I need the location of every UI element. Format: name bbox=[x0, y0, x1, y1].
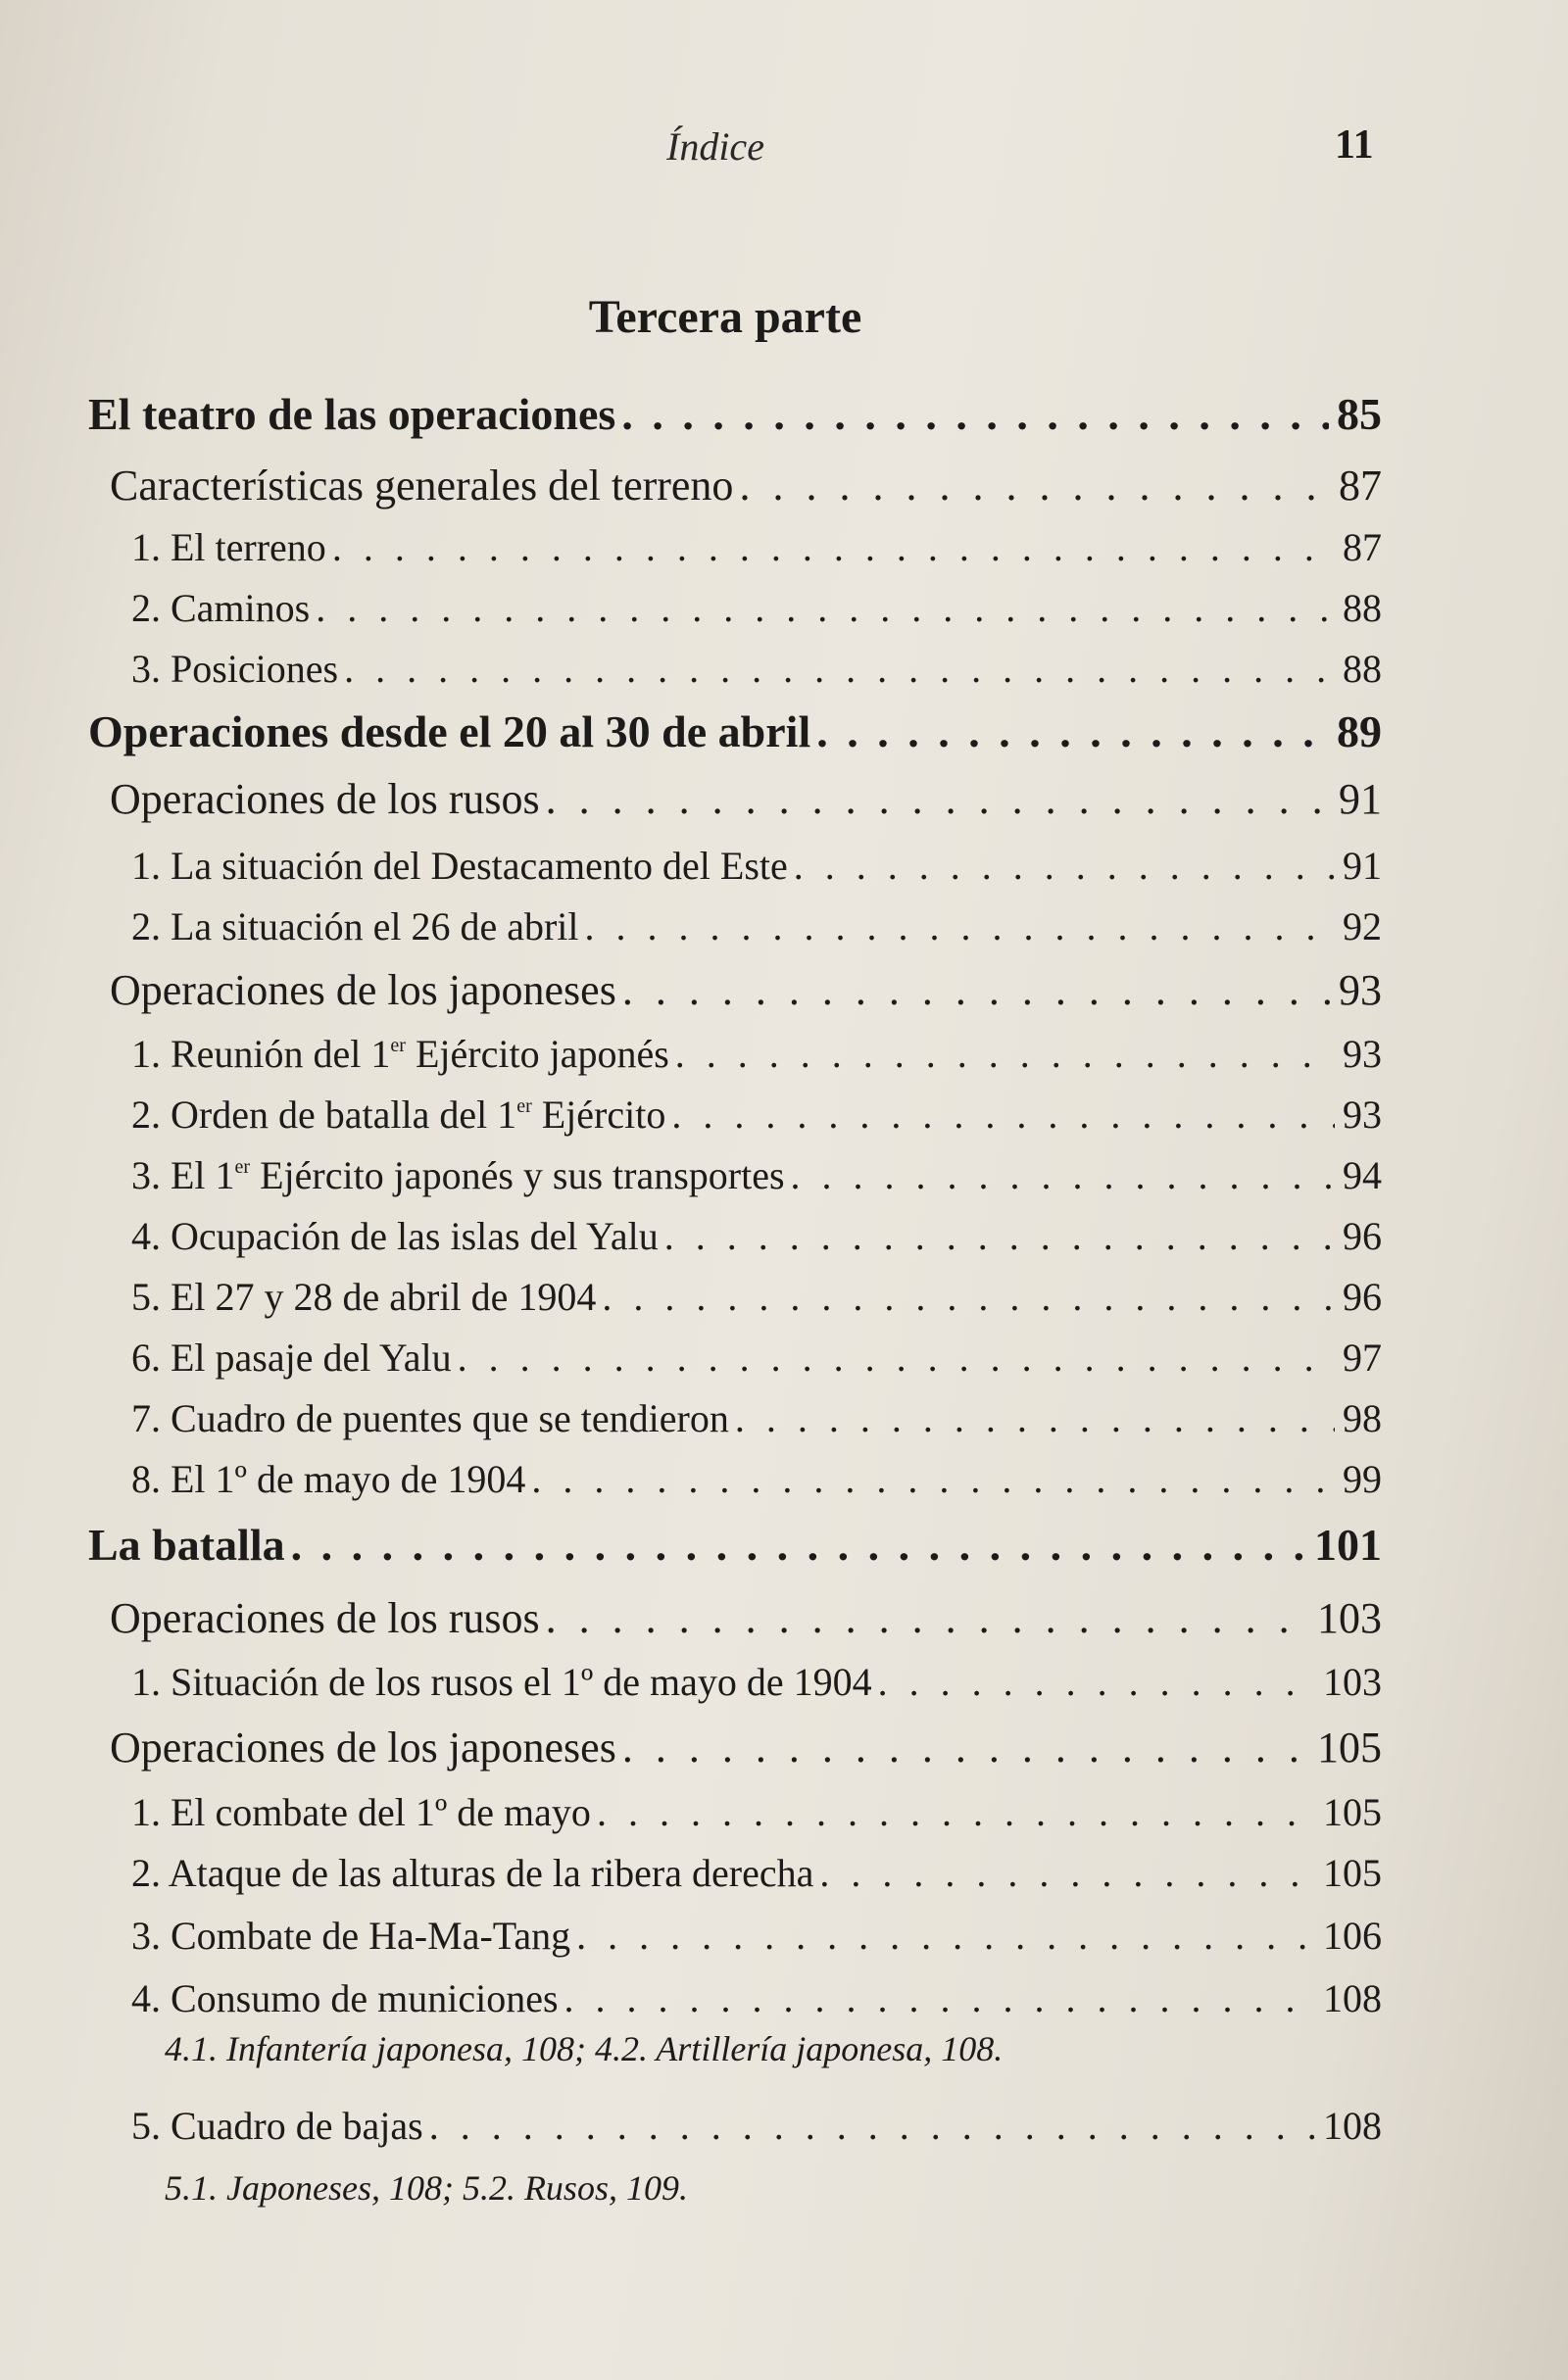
toc-page-number: 103 bbox=[1317, 1594, 1382, 1642]
toc-item bbox=[131, 1274, 1382, 1320]
toc-item bbox=[131, 1335, 1382, 1381]
toc-page-number: 91 bbox=[1339, 775, 1382, 823]
dot-leader bbox=[344, 646, 1335, 692]
toc-group bbox=[110, 965, 1382, 1015]
toc-item-label: 2. Ataque de las alturas de la ribera derecha bbox=[131, 1851, 814, 1895]
dot-leader bbox=[576, 1913, 1315, 1959]
toc-item-label: 6. El pasaje del Yalu bbox=[131, 1336, 452, 1380]
toc-item bbox=[131, 1850, 1382, 1896]
toc-page-number: 88 bbox=[1343, 647, 1382, 691]
toc-page-number: 105 bbox=[1323, 1790, 1382, 1834]
toc-item bbox=[131, 2103, 1382, 2149]
dot-leader bbox=[622, 965, 1331, 1015]
toc-page-number: 103 bbox=[1323, 1660, 1382, 1704]
dot-leader bbox=[531, 1456, 1335, 1502]
toc-item-label: 8. El 1º de mayo de 1904 bbox=[131, 1457, 526, 1501]
toc-page-number: 87 bbox=[1343, 525, 1382, 569]
dot-leader bbox=[597, 1789, 1315, 1835]
toc-page-number: 91 bbox=[1343, 844, 1382, 888]
toc-page-number: 105 bbox=[1317, 1724, 1382, 1772]
dot-leader bbox=[458, 1335, 1335, 1381]
dot-leader bbox=[675, 1031, 1335, 1077]
toc-item bbox=[131, 843, 1382, 889]
toc-item-label: 1. La situación del Destacamento del Este bbox=[131, 844, 788, 888]
toc-item-label: 2. Orden de batalla del 1er Ejército bbox=[131, 1093, 666, 1137]
toc-item-label: 4. Consumo de municiones bbox=[131, 1976, 559, 2020]
toc-item bbox=[131, 1975, 1382, 2021]
toc-item bbox=[131, 1395, 1382, 1441]
dot-leader bbox=[621, 388, 1329, 440]
toc-item bbox=[131, 1031, 1382, 1077]
part-title: Tercera parte bbox=[588, 291, 862, 343]
dot-leader bbox=[739, 461, 1331, 510]
dot-leader bbox=[585, 903, 1335, 949]
dot-leader bbox=[664, 1213, 1335, 1259]
toc-item bbox=[131, 1456, 1382, 1502]
dot-leader bbox=[794, 843, 1335, 889]
dot-leader bbox=[546, 1593, 1309, 1643]
dot-leader bbox=[332, 524, 1335, 570]
dot-leader bbox=[735, 1395, 1335, 1441]
dot-leader bbox=[602, 1274, 1335, 1320]
toc-page-number: 108 bbox=[1323, 1976, 1382, 2020]
toc-subitems: 4.1. Infantería japonesa, 108; 4.2. Artillería japonesa, 108. bbox=[165, 2029, 1004, 2068]
toc-item-label: 1. Reunión del 1er Ejército japonés bbox=[131, 1032, 669, 1076]
dot-leader bbox=[316, 585, 1335, 631]
toc-item bbox=[131, 1789, 1382, 1835]
toc-item bbox=[131, 646, 1382, 692]
toc-item-label: 7. Cuadro de puentes que se tendieron bbox=[131, 1396, 729, 1440]
toc-section-title: La batalla bbox=[88, 1520, 285, 1570]
toc-group-title: Operaciones de los japoneses bbox=[110, 1724, 616, 1772]
toc-subitems: 5.1. Japoneses, 108; 5.2. Rusos, 109. bbox=[165, 2168, 688, 2208]
toc-item bbox=[131, 524, 1382, 570]
dot-leader bbox=[622, 1723, 1309, 1773]
toc-page-number: 94 bbox=[1343, 1153, 1382, 1197]
dot-leader bbox=[546, 774, 1331, 824]
dot-leader bbox=[429, 2103, 1315, 2149]
toc-page-number: 93 bbox=[1343, 1032, 1382, 1076]
toc-item-label: 1. El terreno bbox=[131, 525, 326, 569]
toc-page-number: 98 bbox=[1343, 1396, 1382, 1440]
toc-group bbox=[110, 1723, 1382, 1773]
toc-page-number: 88 bbox=[1343, 586, 1382, 630]
toc-item-label: 2. Caminos bbox=[131, 586, 311, 630]
toc-group-title: Características generales del terreno bbox=[110, 461, 734, 510]
toc-page-number: 92 bbox=[1343, 904, 1382, 948]
toc-page-number: 93 bbox=[1339, 966, 1382, 1014]
toc-group bbox=[110, 774, 1382, 824]
toc-page-number: 99 bbox=[1343, 1457, 1382, 1501]
toc-page-number: 89 bbox=[1337, 706, 1382, 756]
page-number: 11 bbox=[1335, 122, 1374, 168]
toc-page-number: 97 bbox=[1343, 1336, 1382, 1380]
dot-leader bbox=[564, 1975, 1315, 2021]
running-head: Índice bbox=[666, 124, 764, 169]
dot-leader bbox=[671, 1092, 1335, 1138]
toc-page-number: 105 bbox=[1323, 1851, 1382, 1895]
toc-item-label: 5. El 27 y 28 de abril de 1904 bbox=[131, 1275, 597, 1319]
dot-leader bbox=[819, 1850, 1315, 1896]
toc-item-label: 1. Situación de los rusos el 1º de mayo de 1904 bbox=[131, 1660, 872, 1704]
toc-section bbox=[88, 705, 1382, 757]
toc-item bbox=[131, 903, 1382, 949]
toc-item bbox=[131, 1213, 1382, 1259]
dot-leader bbox=[816, 705, 1329, 757]
toc-page-number: 93 bbox=[1343, 1093, 1382, 1137]
toc-section bbox=[88, 388, 1382, 440]
toc-page-number: 108 bbox=[1323, 2104, 1382, 2148]
toc-group-title: Operaciones de los japoneses bbox=[110, 966, 616, 1014]
dot-leader bbox=[791, 1152, 1335, 1198]
toc-item bbox=[131, 1152, 1382, 1198]
toc-page-number: 106 bbox=[1323, 1914, 1382, 1958]
toc-item-label: 3. El 1er Ejército japonés y sus transportes bbox=[131, 1153, 785, 1197]
toc-item-label: 2. La situación el 26 de abril bbox=[131, 904, 579, 948]
dot-leader bbox=[878, 1659, 1315, 1705]
toc-page-number: 101 bbox=[1314, 1520, 1382, 1570]
toc-item bbox=[131, 1659, 1382, 1705]
toc-group bbox=[110, 1593, 1382, 1643]
toc-item-label: 4. Ocupación de las islas del Yalu bbox=[131, 1214, 659, 1258]
toc-group bbox=[110, 461, 1382, 510]
toc-item bbox=[131, 585, 1382, 631]
toc-section-title: Operaciones desde el 20 al 30 de abril bbox=[88, 706, 811, 756]
toc-item bbox=[131, 1092, 1382, 1138]
toc-item-label: 5. Cuadro de bajas bbox=[131, 2104, 423, 2148]
toc-page-number: 96 bbox=[1343, 1214, 1382, 1258]
toc-page-number: 85 bbox=[1337, 389, 1382, 439]
toc-section-title: El teatro de las operaciones bbox=[88, 389, 616, 439]
toc-page-number: 96 bbox=[1343, 1275, 1382, 1319]
toc-section bbox=[88, 1519, 1382, 1571]
toc-item-label: 1. El combate del 1º de mayo bbox=[131, 1790, 591, 1834]
toc-item bbox=[131, 1913, 1382, 1959]
toc-page-number: 87 bbox=[1339, 461, 1382, 510]
toc-item-label: 3. Posiciones bbox=[131, 647, 339, 691]
toc-item-label: 3. Combate de Ha-Ma-Tang bbox=[131, 1914, 571, 1958]
dot-leader bbox=[291, 1519, 1306, 1571]
toc-group-title: Operaciones de los rusos bbox=[110, 1594, 540, 1642]
toc-group-title: Operaciones de los rusos bbox=[110, 775, 540, 823]
